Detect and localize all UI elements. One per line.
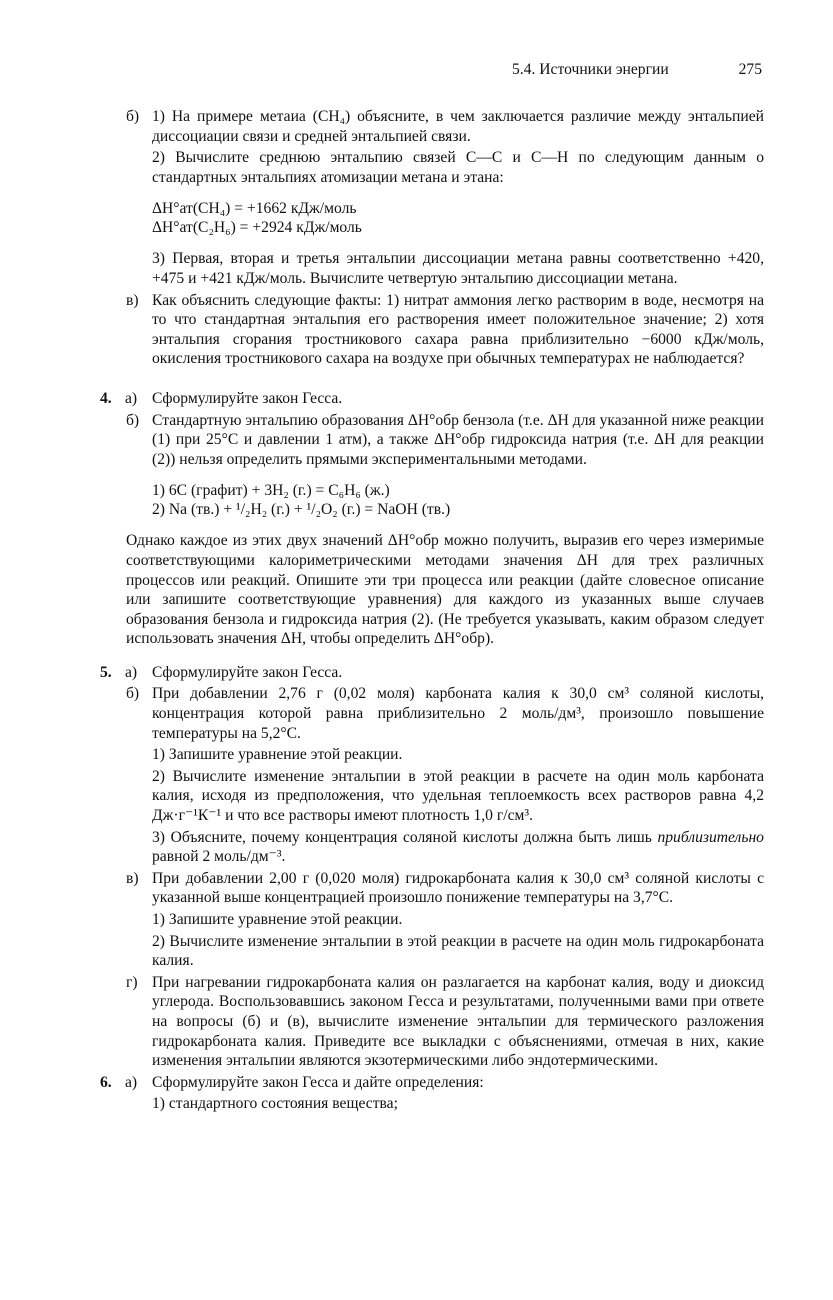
paragraph: При нагревании гидрокарбоната калия он разлагается на карбонат калия, воду и диоксид углерода. Воспользовавшись законом Гесса и результатами, полученными вами при ответе на вопросы (б) и (в), вычислите изменение энтальпии для термического разложения гидрокарбоната калия. Приведите все выкладки с объяснениями, отмечая в них, какие изменения энтальпии являются экзотермическими либо эндотермическими. xyxy=(152,973,764,1070)
reaction-line: 1) 6C (графит) + 3H₂ (г.) = C₆H₆ (ж.) xyxy=(152,482,390,500)
item-label: а) xyxy=(125,663,138,681)
paragraph: Сформулируйте закон Гесса и дайте определения: xyxy=(152,1073,484,1091)
question-5-b xyxy=(0,684,764,866)
question-4-a xyxy=(0,389,764,409)
section-title: 5.4. Источники энергии xyxy=(512,61,669,78)
paragraph: Как объяснить следующие факты: 1) нитрат аммония легко растворим в воде, несмотря на то что стандартная энтальпия его растворения имеет положительное значение; 2) хотя энтальпия сгорания тростникового сахара равна приблизительно −6000 кДж/моль, окисления тростникового сахара на воздухе при обычных температурах не наблюдается? xyxy=(152,291,764,368)
item-label: г) xyxy=(126,973,138,991)
paragraph: 1) Запишите уравнение этой реакции. xyxy=(152,746,403,764)
question-5-v xyxy=(0,869,764,971)
question-5-a xyxy=(0,663,764,683)
formula-line: ΔH°ат(C₂H₆) = +2924 кДж/моль xyxy=(152,219,362,237)
question-5-g xyxy=(0,973,764,1071)
question-number: 5. xyxy=(100,663,112,681)
formula-block xyxy=(152,199,764,237)
paragraph xyxy=(152,828,764,867)
reaction-line: 2) Na (тв.) + ¹/₂H₂ (г.) + ¹/₂O₂ (г.) = NaOH (тв.) xyxy=(152,501,451,519)
item-v-prev xyxy=(0,291,764,369)
paragraph: 1) Запишите уравнение этой реакции. xyxy=(152,911,403,928)
paragraph: Однако каждое из этих двух значений ΔH°обр можно получить, выразив его через измеримые соответствующими калориметрическими методами значения ΔH для трех различных процессов или реакций. Опишите эти три процесса или реакции (дайте словесное описание или запишите соответствующие уравнения) для каждого из указанных выше случаев образования бензола и гидроксида натрия (2). (Не требуется указывать, каким образом следует использовать значения ΔH, чтобы определить ΔH°обр). xyxy=(126,532,764,648)
page-number: 275 xyxy=(738,61,762,78)
paragraph: 1) стандартного состояния вещества; xyxy=(152,1095,398,1113)
question-number: 6. xyxy=(100,1073,112,1091)
item-label: в) xyxy=(126,869,139,887)
item-b-prev xyxy=(0,107,764,289)
paragraph: 2) Вычислите изменение энтальпии в этой реакции в расчете на один моль карбоната калия, исходя из предположения, что удельная теплоемкость всех растворов равна 4,2 Дж·г⁻¹К⁻¹ и что все растворы имеют плотность 1,0 г/см³. xyxy=(152,767,764,825)
item-label: б) xyxy=(126,108,140,125)
paragraph: Стандартную энтальпию образования ΔH°обр бензола (т.е. ΔH для указанной ниже реакции (1) при 25°C и давлении 1 атм), а также ΔH°обр гидроксида натрия (т.е. ΔH для реакции (2)) нельзя определить прямыми экспериментальными методами. xyxy=(152,411,764,468)
item-label: а) xyxy=(125,1073,138,1091)
page-body xyxy=(0,107,833,1116)
paragraph: 1) На примере метаиа (CH₄) объясните, в чем заключается различие между энтальпией диссоциации связи и средней энтальпией связи. xyxy=(152,108,764,145)
item-label: а) xyxy=(125,389,138,407)
formula-line: ΔH°ат(CH₄) = +1662 кДж/моль xyxy=(152,200,357,218)
paragraph: При добавлении 2,00 г (0,020 моля) гидрокарбоната калия к 30,0 см³ соляной кислоты с указанной выше концентрацией произошло понижение температуры на 3,7°C. xyxy=(152,869,764,907)
text-run: равной 2 моль/дм⁻³. xyxy=(152,848,286,866)
paragraph: 3) Первая, вторая и третья энтальпии диссоциации метана равны соответственно +420, +475 и +421 кДж/моль. Вычислите четвертую энтальпию диссоциации метана. xyxy=(152,250,764,287)
item-label: б) xyxy=(126,685,140,703)
paragraph: Сформулируйте закон Гесса. xyxy=(152,389,343,407)
paragraph: Сформулируйте закон Гесса. xyxy=(152,663,343,681)
paragraph: 2) Вычислите изменение энтальпии в этой реакции в расчете на один моль гидрокарбоната калия. xyxy=(152,932,764,970)
question-number: 4. xyxy=(100,389,112,407)
paragraph: При добавлении 2,76 г (0,02 моля) карбоната калия к 30,0 см³ соляной кислоты, концентрация которой равна приблизительно 2 моль/дм³, произошло повышение температуры на 5,2°C. xyxy=(152,685,764,742)
item-label: в) xyxy=(126,291,139,309)
emphasis: приблизительно xyxy=(657,828,764,846)
question-4-b xyxy=(0,411,764,520)
item-label: б) xyxy=(126,411,140,429)
text-run: 3) Объясните, почему концентрация соляной кислоты должна быть лишь xyxy=(152,828,652,846)
paragraph: 2) Вычислите среднюю энтальпию связей C—C и C—H по следующим данным о стандартных энтальпиях атомизации метана и этана: xyxy=(152,149,764,186)
question-6-a xyxy=(0,1073,764,1114)
reaction-block xyxy=(152,481,764,519)
